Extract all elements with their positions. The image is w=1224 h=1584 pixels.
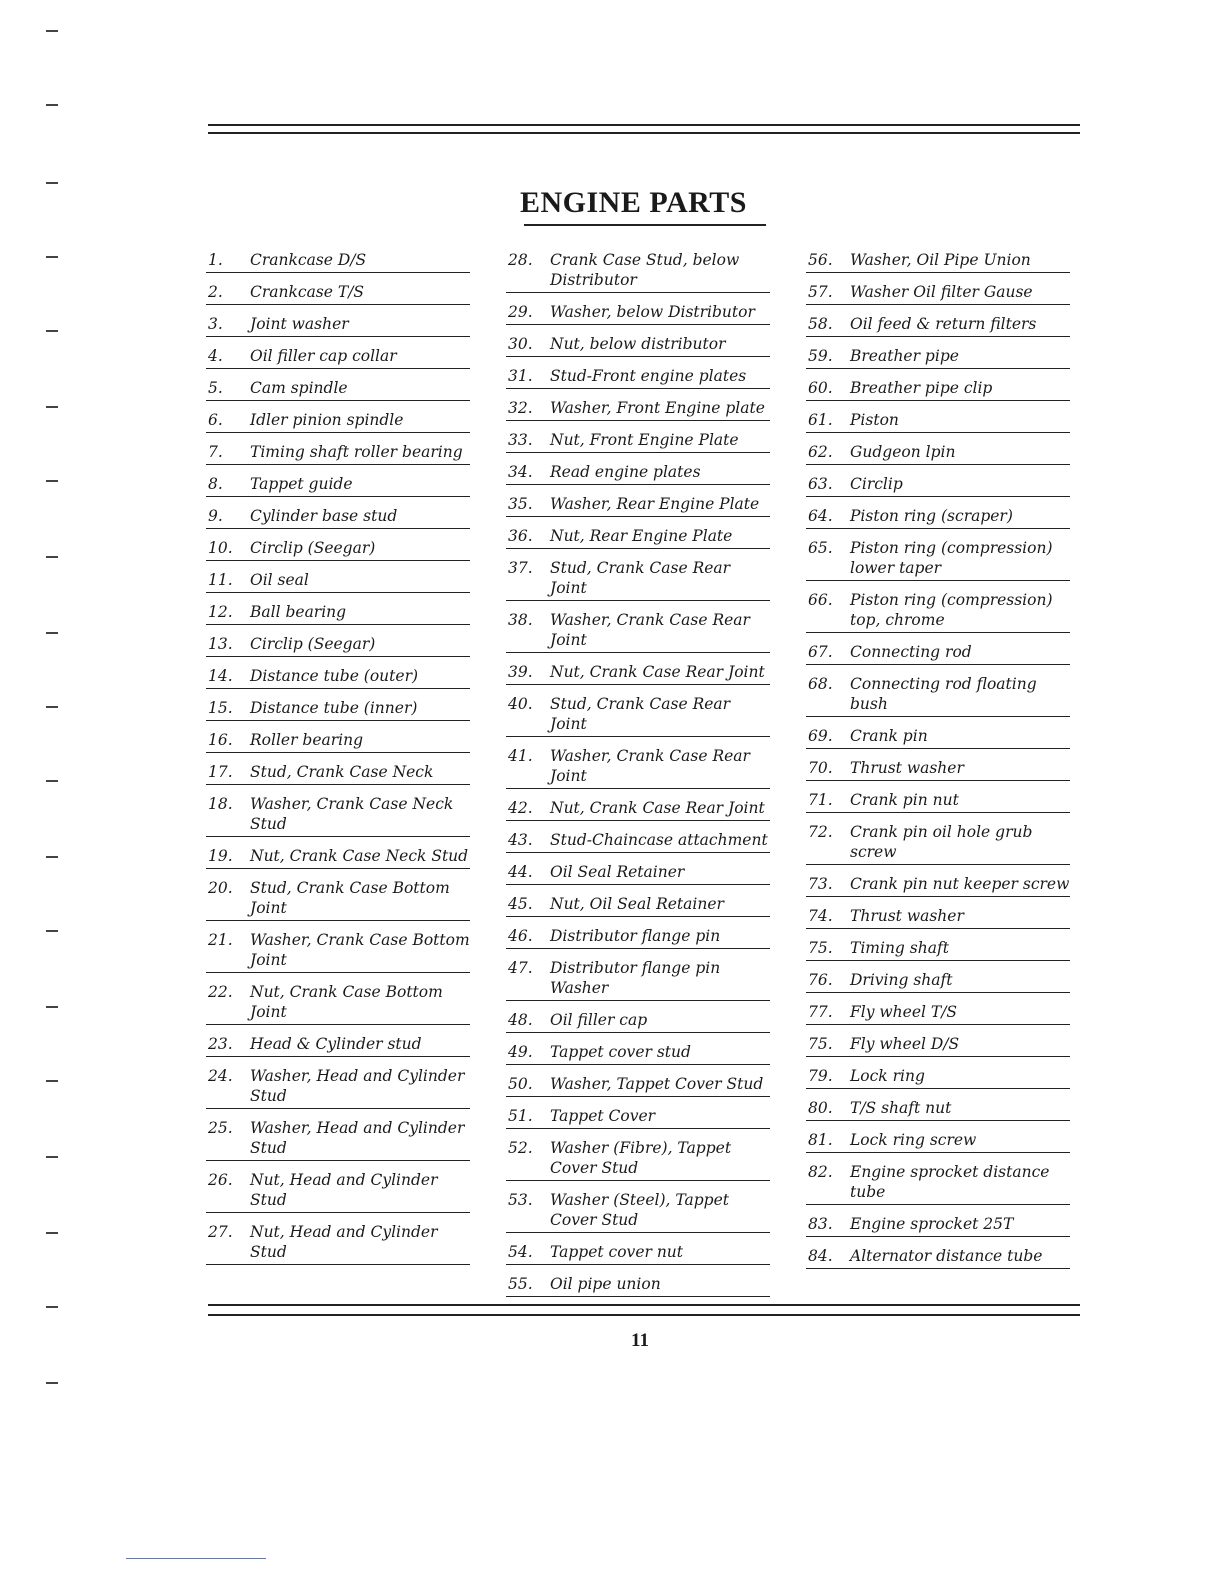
part-list-item	[506, 250, 770, 293]
part-number: 35.	[508, 495, 533, 513]
part-number: 61.	[808, 411, 833, 429]
part-number: 52.	[508, 1139, 533, 1157]
part-number: 15.	[208, 699, 233, 717]
part-list-item	[806, 506, 1070, 529]
part-number: 5.	[208, 379, 223, 397]
part-name: Thrust washer	[850, 907, 964, 925]
scan-mark	[46, 556, 58, 558]
part-name: Stud, Crank Case Neck	[250, 763, 434, 781]
top-rule-2	[208, 132, 1080, 134]
part-list-item	[206, 378, 470, 401]
part-list-item	[806, 1214, 1070, 1237]
part-number: 58.	[808, 315, 833, 333]
part-name: Washer, Head and Cylinder Stud	[250, 1067, 465, 1105]
part-number: 38.	[508, 611, 533, 629]
part-list-item	[506, 1274, 770, 1297]
part-name: Stud-Front engine plates	[550, 367, 747, 385]
part-list-item	[206, 346, 470, 369]
part-name: Breather pipe clip	[850, 379, 993, 397]
part-name: Connecting rod	[850, 643, 972, 661]
part-name: Washer, Crank Case Rear Joint	[550, 611, 750, 649]
part-list-item	[806, 1002, 1070, 1025]
part-name: Breather pipe	[850, 347, 959, 365]
part-name: Oil seal	[250, 571, 309, 589]
part-list-item	[506, 1190, 770, 1233]
part-list-item	[506, 926, 770, 949]
part-list-item	[506, 662, 770, 685]
scan-mark	[46, 330, 58, 332]
part-list-item	[806, 1130, 1070, 1153]
part-name: Nut, Head and Cylinder Stud	[250, 1171, 438, 1209]
part-number: 44.	[508, 863, 533, 881]
scan-mark	[46, 104, 58, 106]
part-number: 34.	[508, 463, 533, 481]
part-name: Tappet cover nut	[550, 1243, 684, 1261]
part-list-item	[206, 314, 470, 337]
part-number: 2.	[208, 283, 223, 301]
scan-mark	[46, 632, 58, 634]
part-number: 24.	[208, 1067, 233, 1085]
top-rule-1	[208, 124, 1080, 126]
part-name: Nut, Crank Case Rear Joint	[550, 663, 765, 681]
part-number: 75.	[808, 1035, 833, 1053]
part-name: Crank pin	[850, 727, 928, 745]
part-number: 3.	[208, 315, 223, 333]
part-list-item	[806, 790, 1070, 813]
part-number: 7.	[208, 443, 223, 461]
part-list-item	[806, 314, 1070, 337]
scan-mark	[46, 706, 58, 708]
part-number: 27.	[208, 1223, 233, 1241]
part-number: 51.	[508, 1107, 533, 1125]
part-list-item	[806, 346, 1070, 369]
part-name: Cylinder base stud	[250, 507, 398, 525]
scan-mark	[46, 780, 58, 782]
part-list-item	[206, 282, 470, 305]
part-name: Timing shaft roller bearing	[250, 443, 463, 461]
part-list-item	[206, 846, 470, 869]
part-name: Crankcase D/S	[250, 251, 367, 269]
part-list-item	[206, 474, 470, 497]
part-name: Washer, Crank Case Neck Stud	[250, 795, 454, 833]
part-number: 81.	[808, 1131, 833, 1149]
part-list-item	[206, 1170, 470, 1213]
part-number: 55.	[508, 1275, 533, 1293]
part-number: 25.	[208, 1119, 233, 1137]
part-list-item	[506, 610, 770, 653]
part-list-item	[806, 474, 1070, 497]
part-name: Oil feed & return filters	[850, 315, 1037, 333]
part-name: Oil filler cap collar	[250, 347, 397, 365]
part-name: Piston ring (scraper)	[850, 507, 1013, 525]
part-name: Distributor flange pin Washer	[550, 959, 721, 997]
part-number: 14.	[208, 667, 233, 685]
part-list-item	[206, 1222, 470, 1265]
part-list-item	[506, 1138, 770, 1181]
part-name: Engine sprocket distance tube	[850, 1163, 1050, 1201]
part-list-item	[506, 798, 770, 821]
part-name: Washer Oil filter Gause	[850, 283, 1033, 301]
part-name: Piston ring (compression) top, chrome	[850, 591, 1053, 629]
part-number: 67.	[808, 643, 833, 661]
part-list-item	[506, 526, 770, 549]
page-number: 11	[631, 1330, 649, 1351]
scan-mark	[46, 1080, 58, 1082]
part-name: T/S shaft nut	[850, 1099, 952, 1117]
part-list-item	[806, 590, 1070, 633]
scan-mark	[46, 480, 58, 482]
part-number: 83.	[808, 1215, 833, 1233]
part-number: 64.	[808, 507, 833, 525]
part-name: Piston ring (compression) lower taper	[850, 539, 1053, 577]
part-number: 54.	[508, 1243, 533, 1261]
part-name: Piston	[850, 411, 899, 429]
part-name: Crank Case Stud, below Distributor	[550, 251, 740, 289]
part-name: Crankcase T/S	[250, 283, 365, 301]
part-number: 31.	[508, 367, 533, 385]
part-list-item	[506, 334, 770, 357]
part-number: 46.	[508, 927, 533, 945]
part-number: 73.	[808, 875, 833, 893]
part-number: 16.	[208, 731, 233, 749]
part-number: 62.	[808, 443, 833, 461]
part-number: 63.	[808, 475, 833, 493]
part-number: 17.	[208, 763, 233, 781]
scan-mark	[46, 1156, 58, 1158]
part-list-item	[806, 1034, 1070, 1057]
scan-blue-line	[126, 1558, 266, 1559]
part-name: Idler pinion spindle	[250, 411, 404, 429]
part-name: Cam spindle	[250, 379, 348, 397]
part-list-item	[206, 666, 470, 689]
part-name: Stud-Chaincase attachment	[550, 831, 768, 849]
part-number: 79.	[808, 1067, 833, 1085]
part-number: 10.	[208, 539, 233, 557]
part-name: Oil filler cap	[550, 1011, 648, 1029]
part-name: Connecting rod floating bush	[850, 675, 1037, 713]
part-number: 39.	[508, 663, 533, 681]
part-number: 42.	[508, 799, 533, 817]
part-list-item	[806, 970, 1070, 993]
part-number: 13.	[208, 635, 233, 653]
scan-mark	[46, 30, 58, 32]
part-list-item	[506, 830, 770, 853]
part-list-item	[806, 758, 1070, 781]
part-list-item	[806, 250, 1070, 273]
part-number: 4.	[208, 347, 223, 365]
scan-mark	[46, 1306, 58, 1308]
part-number: 37.	[508, 559, 533, 577]
scan-mark	[46, 182, 58, 184]
part-name: Fly wheel T/S	[850, 1003, 958, 1021]
part-number: 66.	[808, 591, 833, 609]
part-number: 9.	[208, 507, 223, 525]
scan-mark	[46, 256, 58, 258]
part-list-item	[506, 1242, 770, 1265]
part-number: 49.	[508, 1043, 533, 1061]
part-number: 68.	[808, 675, 833, 693]
part-name: Nut, Front Engine Plate	[550, 431, 739, 449]
part-list-item	[506, 494, 770, 517]
part-list-item	[806, 442, 1070, 465]
part-number: 41.	[508, 747, 533, 765]
part-name: Distributor flange pin	[550, 927, 721, 945]
part-list-item	[506, 746, 770, 789]
part-name: Oil Seal Retainer	[550, 863, 685, 881]
part-name: Washer, Front Engine plate	[550, 399, 765, 417]
part-list-item	[206, 698, 470, 721]
part-number: 56.	[808, 251, 833, 269]
part-name: Tappet Cover	[550, 1107, 656, 1125]
part-name: Washer, Crank Case Rear Joint	[550, 747, 750, 785]
part-number: 32.	[508, 399, 533, 417]
part-number: 33.	[508, 431, 533, 449]
part-number: 80.	[808, 1099, 833, 1117]
part-list-item	[206, 570, 470, 593]
part-number: 19.	[208, 847, 233, 865]
part-list-item	[806, 378, 1070, 401]
part-name: Nut, below distributor	[550, 335, 726, 353]
part-list-item	[506, 1106, 770, 1129]
part-list-item	[806, 822, 1070, 865]
part-list-item	[206, 878, 470, 921]
part-number: 28.	[508, 251, 533, 269]
part-list-item	[506, 1042, 770, 1065]
part-list-item	[206, 506, 470, 529]
part-list-item	[206, 730, 470, 753]
part-list-item	[506, 694, 770, 737]
part-name: Washer, Tappet Cover Stud	[550, 1075, 764, 1093]
part-name: Washer (Steel), Tappet Cover Stud	[550, 1191, 729, 1229]
scan-mark	[46, 1006, 58, 1008]
part-number: 11.	[208, 571, 233, 589]
part-name: Head & Cylinder stud	[250, 1035, 422, 1053]
part-number: 47.	[508, 959, 533, 977]
part-list-item	[206, 602, 470, 625]
part-name: Washer (Fibre), Tappet Cover Stud	[550, 1139, 732, 1177]
part-number: 21.	[208, 931, 233, 949]
part-list-item	[506, 894, 770, 917]
part-number: 53.	[508, 1191, 533, 1209]
part-number: 6.	[208, 411, 223, 429]
part-name: Gudgeon lpin	[850, 443, 956, 461]
part-list-item	[806, 1246, 1070, 1269]
part-number: 45.	[508, 895, 533, 913]
part-number: 70.	[808, 759, 833, 777]
part-name: Roller bearing	[250, 731, 364, 749]
part-name: Timing shaft	[850, 939, 949, 957]
part-list-item	[206, 1118, 470, 1161]
part-name: Circlip	[850, 475, 903, 493]
part-list-item	[806, 1098, 1070, 1121]
part-name: Ball bearing	[250, 603, 347, 621]
title-underline	[524, 224, 766, 226]
part-name: Stud, Crank Case Rear Joint	[550, 559, 731, 597]
part-name: Washer, Head and Cylinder Stud	[250, 1119, 465, 1157]
part-name: Washer, below Distributor	[550, 303, 755, 321]
part-name: Washer, Oil Pipe Union	[850, 251, 1031, 269]
part-list-item	[506, 862, 770, 885]
part-name: Thrust washer	[850, 759, 964, 777]
part-name: Distance tube (inner)	[250, 699, 418, 717]
part-number: 20.	[208, 879, 233, 897]
part-name: Engine sprocket 25T	[850, 1215, 1014, 1233]
part-name: Nut, Crank Case Rear Joint	[550, 799, 765, 817]
parts-column-3	[806, 250, 1070, 1278]
part-number: 23.	[208, 1035, 233, 1053]
part-list-item	[506, 558, 770, 601]
part-list-item	[806, 674, 1070, 717]
part-list-item	[506, 462, 770, 485]
part-number: 29.	[508, 303, 533, 321]
part-list-item	[506, 1074, 770, 1097]
part-list-item	[206, 634, 470, 657]
part-number: 26.	[208, 1171, 233, 1189]
part-name: Tappet guide	[250, 475, 353, 493]
part-name: Stud, Crank Case Bottom Joint	[250, 879, 450, 917]
page-title: ENGINE PARTS	[520, 186, 747, 219]
part-number: 71.	[808, 791, 833, 809]
part-number: 43.	[508, 831, 533, 849]
scan-mark	[46, 406, 58, 408]
part-list-item	[206, 442, 470, 465]
part-name: Nut, Crank Case Bottom Joint	[250, 983, 443, 1021]
part-list-item	[206, 982, 470, 1025]
part-number: 72.	[808, 823, 833, 841]
part-number: 18.	[208, 795, 233, 813]
part-number: 74.	[808, 907, 833, 925]
part-number: 82.	[808, 1163, 833, 1181]
part-name: Alternator distance tube	[850, 1247, 1043, 1265]
part-name: Nut, Oil Seal Retainer	[550, 895, 724, 913]
part-list-item	[506, 430, 770, 453]
part-number: 12.	[208, 603, 233, 621]
part-name: Crank pin nut	[850, 791, 959, 809]
part-number: 69.	[808, 727, 833, 745]
part-list-item	[806, 1162, 1070, 1205]
part-list-item	[206, 1066, 470, 1109]
part-list-item	[806, 874, 1070, 897]
part-list-item	[506, 958, 770, 1001]
part-list-item	[206, 930, 470, 973]
part-number: 48.	[508, 1011, 533, 1029]
parts-column-2	[506, 250, 770, 1306]
part-number: 76.	[808, 971, 833, 989]
part-list-item	[806, 1066, 1070, 1089]
part-list-item	[206, 1034, 470, 1057]
part-list-item	[806, 906, 1070, 929]
part-list-item	[806, 410, 1070, 433]
part-name: Read engine plates	[550, 463, 701, 481]
part-name: Lock ring screw	[850, 1131, 977, 1149]
part-name: Driving shaft	[850, 971, 953, 989]
part-name: Washer, Crank Case Bottom Joint	[250, 931, 470, 969]
part-list-item	[206, 538, 470, 561]
part-list-item	[206, 762, 470, 785]
part-number: 40.	[508, 695, 533, 713]
part-number: 1.	[208, 251, 223, 269]
part-list-item	[806, 726, 1070, 749]
scan-mark	[46, 856, 58, 858]
scan-mark	[46, 1382, 58, 1384]
part-list-item	[206, 250, 470, 273]
part-number: 65.	[808, 539, 833, 557]
part-number: 22.	[208, 983, 233, 1001]
part-name: Joint washer	[250, 315, 349, 333]
part-list-item	[506, 1010, 770, 1033]
part-name: Nut, Crank Case Neck Stud	[250, 847, 469, 865]
part-name: Circlip (Seegar)	[250, 635, 376, 653]
part-list-item	[506, 398, 770, 421]
parts-column-1	[206, 250, 470, 1274]
part-number: 75.	[808, 939, 833, 957]
part-number: 57.	[808, 283, 833, 301]
part-name: Nut, Head and Cylinder Stud	[250, 1223, 438, 1261]
part-name: Circlip (Seegar)	[250, 539, 376, 557]
part-name: Nut, Rear Engine Plate	[550, 527, 733, 545]
part-number: 60.	[808, 379, 833, 397]
part-name: Distance tube (outer)	[250, 667, 419, 685]
part-list-item	[806, 642, 1070, 665]
part-number: 59.	[808, 347, 833, 365]
part-name: Stud, Crank Case Rear Joint	[550, 695, 731, 733]
part-list-item	[506, 366, 770, 389]
scan-mark	[46, 930, 58, 932]
part-number: 84.	[808, 1247, 833, 1265]
part-number: 30.	[508, 335, 533, 353]
part-list-item	[206, 410, 470, 433]
part-number: 36.	[508, 527, 533, 545]
scan-mark	[46, 1232, 58, 1234]
part-name: Washer, Rear Engine Plate	[550, 495, 760, 513]
part-list-item	[506, 302, 770, 325]
bottom-rule-2	[208, 1314, 1080, 1316]
part-number: 8.	[208, 475, 223, 493]
part-name: Crank pin nut keeper screw	[850, 875, 1070, 893]
part-number: 50.	[508, 1075, 533, 1093]
part-name: Fly wheel D/S	[850, 1035, 960, 1053]
part-list-item	[806, 538, 1070, 581]
part-name: Oil pipe union	[550, 1275, 661, 1293]
part-name: Crank pin oil hole grub screw	[850, 823, 1033, 861]
part-list-item	[806, 282, 1070, 305]
part-name: Tappet cover stud	[550, 1043, 691, 1061]
part-list-item	[806, 938, 1070, 961]
part-list-item	[206, 794, 470, 837]
part-name: Lock ring	[850, 1067, 925, 1085]
part-number: 77.	[808, 1003, 833, 1021]
